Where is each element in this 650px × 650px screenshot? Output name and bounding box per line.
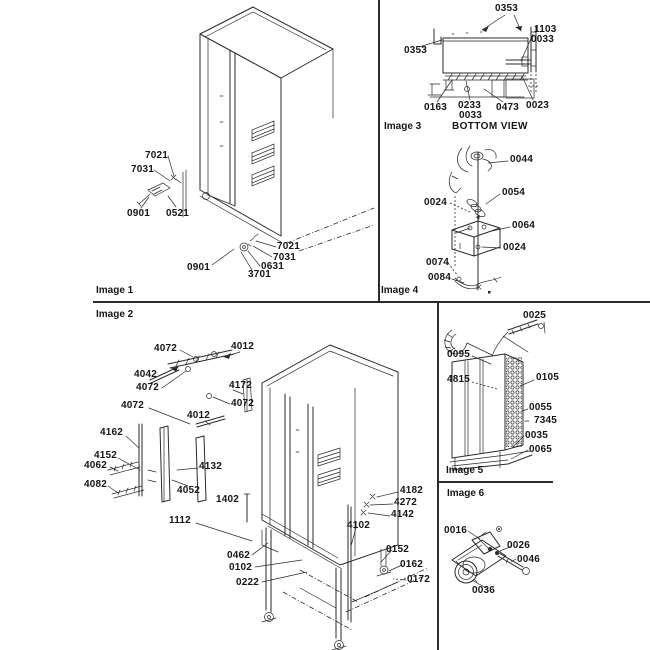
part-label-4152: 4152 [94, 450, 118, 461]
part-label-0065: 0065 [529, 444, 553, 455]
part-label-0074: 0074 [426, 257, 450, 268]
part-label-0901: 0901 [187, 262, 211, 273]
part-label-4072: 4072 [121, 400, 145, 411]
section-label-image1: Image 1 [96, 285, 134, 296]
part-label-0631: 0631 [261, 261, 285, 272]
part-label-4062: 4062 [84, 460, 108, 471]
part-label-1402: 1402 [216, 494, 240, 505]
part-label-0025: 0025 [523, 310, 547, 321]
part-label-0105: 0105 [536, 372, 560, 383]
part-label-0353: 0353 [495, 3, 519, 14]
part-label-0462: 0462 [227, 550, 251, 561]
part-label-0024: 0024 [503, 242, 527, 253]
part-label-0055: 0055 [529, 402, 553, 413]
section-label-image5: Image 5 [446, 465, 484, 476]
part-label-4142: 4142 [391, 509, 415, 520]
section-label-image4: Image 4 [381, 285, 419, 296]
image3-drawing [419, 15, 540, 102]
part-label-0016: 0016 [444, 525, 468, 536]
part-label-0162: 0162 [400, 559, 424, 570]
part-label-0353: 0353 [404, 45, 428, 56]
image4-drawing [448, 146, 510, 294]
part-label-0222: 0222 [236, 577, 260, 588]
part-label-7345: 7345 [534, 415, 558, 426]
part-label-4082: 4082 [84, 479, 108, 490]
part-label-0163: 0163 [424, 102, 448, 113]
part-label-0054: 0054 [502, 187, 526, 198]
part-label-3701: 3701 [248, 269, 272, 280]
part-label-4072: 4072 [136, 382, 160, 393]
part-label-4052: 4052 [177, 485, 201, 496]
part-label-0102: 0102 [229, 562, 253, 573]
part-label-7021: 7021 [277, 241, 301, 252]
part-label-0024: 0024 [424, 197, 448, 208]
part-label-0521: 0521 [166, 208, 190, 219]
part-label-4102: 4102 [347, 520, 371, 531]
part-label-0035: 0035 [525, 430, 549, 441]
part-label-0152: 0152 [386, 544, 410, 555]
part-label-4042: 4042 [134, 369, 158, 380]
part-label-0064: 0064 [512, 220, 536, 231]
part-label-0036: 0036 [472, 585, 496, 596]
part-label-4815: 4815 [447, 374, 471, 385]
part-label-7031: 7031 [273, 252, 297, 263]
part-label-7021: 7021 [145, 150, 169, 161]
part-label-4272: 4272 [394, 497, 418, 508]
section-label-image6: Image 6 [447, 488, 485, 499]
part-label-1103: 1103 [534, 24, 557, 35]
section-label-image2: Image 2 [96, 309, 134, 320]
part-label-0023: 0023 [526, 100, 550, 111]
part-label-0233: 0233 [458, 100, 482, 111]
part-label-0901: 0901 [127, 208, 151, 219]
part-label-4182: 4182 [400, 485, 424, 496]
part-label-4072: 4072 [231, 398, 255, 409]
part-label-4172: 4172 [229, 380, 253, 391]
part-label-4012: 4012 [231, 341, 255, 352]
part-label-4072: 4072 [154, 343, 178, 354]
part-label-4162: 4162 [100, 427, 124, 438]
section-label-image3: Image 3 [384, 121, 422, 132]
part-label-0033: 0033 [459, 110, 483, 121]
part-label-4132: 4132 [199, 461, 223, 472]
part-label-0084: 0084 [428, 272, 452, 283]
image1-drawing [137, 7, 374, 270]
part-label-0473: 0473 [496, 102, 520, 113]
part-label-0026: 0026 [507, 540, 531, 551]
part-label-0046: 0046 [517, 554, 541, 565]
part-label-0033: 0033 [531, 34, 555, 45]
part-label-0172: 0172 [407, 574, 431, 585]
part-label-1112: 1112 [169, 515, 191, 526]
bottom-view-caption: BOTTOM VIEW [452, 121, 528, 132]
part-label-7031: 7031 [131, 164, 155, 175]
part-label-4012: 4012 [187, 410, 211, 421]
part-label-0044: 0044 [510, 154, 534, 165]
part-label-0095: 0095 [447, 349, 471, 360]
